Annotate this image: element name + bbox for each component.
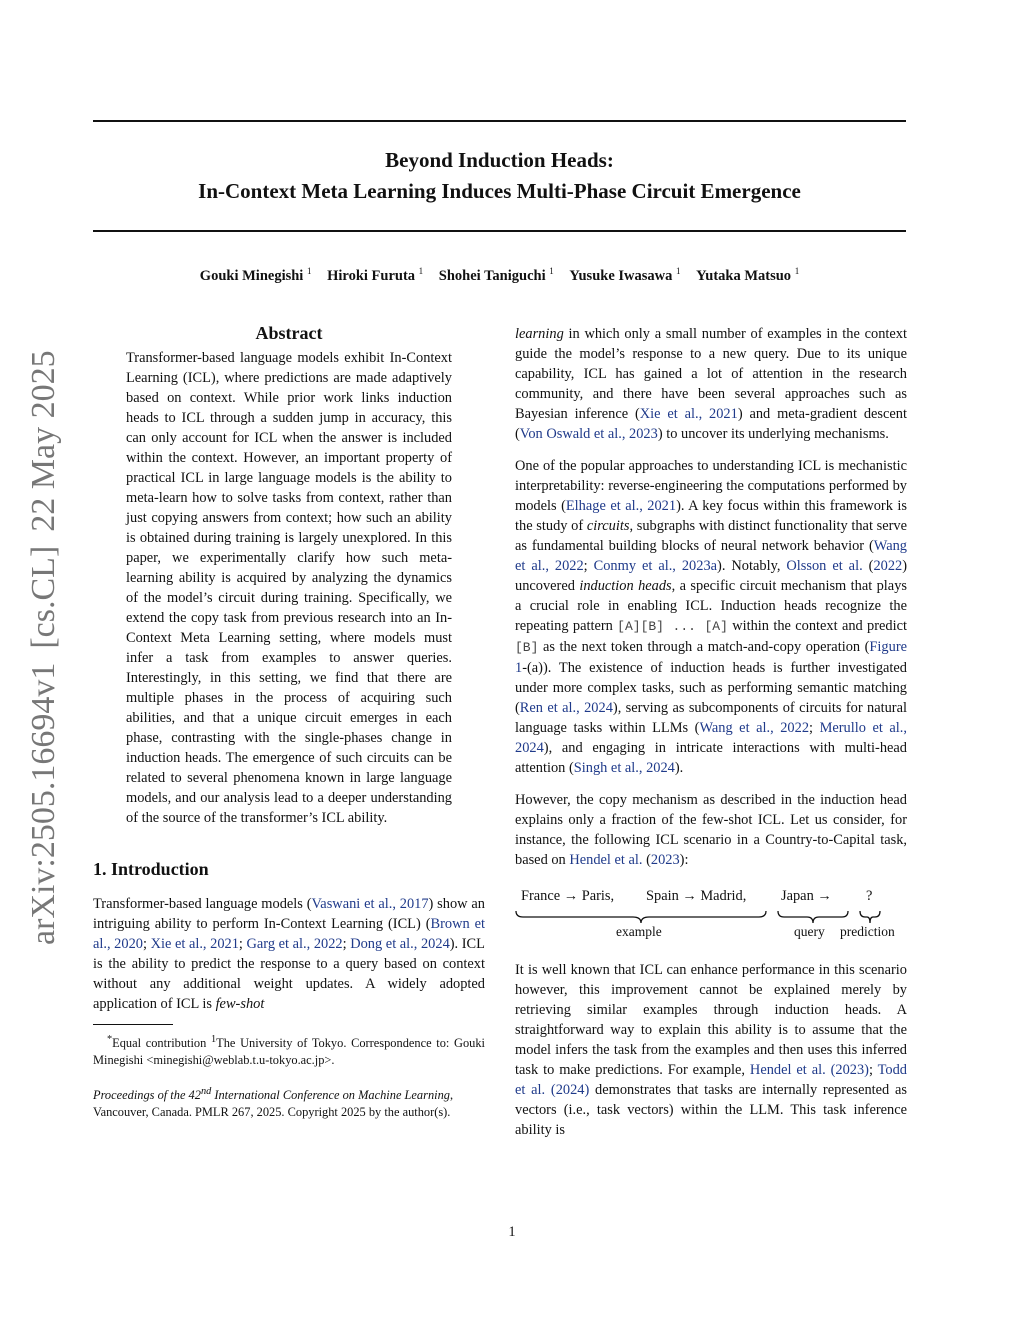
label-example: example: [616, 924, 662, 939]
arxiv-category: [cs.CL]: [25, 545, 62, 649]
citation-link[interactable]: Olsson et al.: [786, 558, 863, 574]
arxiv-side-stamp: [18, 335, 70, 945]
citation-link[interactable]: Wang et al., 2022: [515, 538, 907, 574]
author-list: [93, 266, 906, 285]
introduction-heading: 1. Introduction: [93, 859, 209, 879]
label-prediction: prediction: [840, 924, 895, 939]
footnote-rule: [93, 1024, 173, 1025]
citation-link[interactable]: Xie et al., 2021: [150, 936, 239, 952]
query-brace-icon: [777, 910, 849, 924]
abstract-body: Transformer-based language models exhibit In-Context Learning (ICL), where predictions are made adaptively based on context. While prior work links induction heads to ICL through a sudden jump in accuracy, this can only account for ICL when the answer is included within the context. However, an important property of practical ICL in large language models is the ability to meta-learn how to solve tasks from context, rather than just copying answers from context; how such an ability is obtained during training is largely unexplored. In this paper, we experimentally clarify how such meta-learning ability is acquired by analyzing the dynamics of the model’s circuit during training. Specifically, we extend the copy task from previous research into an In-Context Meta Learning setting, where models must infer a task from examples to answer queries. Interestingly, in this setting, we find that there are multiple phases in the process of acquiring such abilities, and that a unique circuit emerges in each phase, contrasting with the single-phases change in induction heads. The emergence of such circuits can be related to several phenomena known in large language models, and our analysis lead to a deeper understanding of the source of the transformer’s ICL ability.: [126, 350, 452, 826]
prediction-brace-icon: [859, 910, 881, 924]
example-brace-icon: [515, 910, 767, 924]
citation-link[interactable]: Hendel et al.: [569, 852, 643, 868]
footnote: *Equal contribution $^1$The University of Tokyo. Correspondence to: Gouki Minegishi <minegishi@weblab.t.u-tokyo.ac.jp>.: [93, 1034, 485, 1068]
arxiv-id: arXiv:2505.16694v1: [25, 662, 62, 945]
author: Gouki Minegishi $^1$: [199, 266, 312, 284]
citation-link[interactable]: Brown et al., 2020: [93, 916, 485, 952]
author: Yusuke Iwasawa $^1$: [569, 266, 681, 284]
example-pair-1: France → Paris,: [521, 888, 615, 904]
citation-link[interactable]: Von Oswald et al., 2023: [519, 426, 658, 442]
arxiv-date: 22 May 2025: [25, 350, 62, 532]
proceedings-note: Proceedings of the 42nd International Conference on Machine Learning, Vancouver, Canada. PMLR 267, 2025. Copyright 2025 by the author(s).: [93, 1086, 454, 1120]
citation-link[interactable]: Xie et al., 2021: [639, 406, 738, 422]
citation-link[interactable]: Merullo et al., 2024: [515, 720, 907, 756]
citation-link[interactable]: Hendel et al. (2023): [749, 1062, 869, 1078]
right-paragraph-3: However, the copy mechanism as described in the induction head explains only a fraction of the few-shot ICL. Let us consider, for instance, the following ICL scenario in a Country-to-Capital task, based on Hendel et al. (2023):: [515, 792, 907, 868]
right-paragraph-1: learning in which only a small number of examples in the context guide the model’s response to a new query. Due to its unique capability, ICL has gained a lot of attention in the research community, and there have been several approaches such as Bayesian inference (Xie et al., 2021) and meta-gradient descent (Von Oswald et al., 2023) to uncover its underlying mechanisms.: [515, 326, 907, 442]
title-line-1: Beyond Induction Heads:: [385, 148, 614, 172]
citation-link[interactable]: Garg et al., 2022: [246, 936, 343, 952]
paper-title: [93, 145, 906, 207]
citation-link[interactable]: Ren et al., 2024: [519, 700, 613, 716]
footnote-block: [93, 1024, 485, 1121]
abstract-heading: Abstract: [255, 323, 323, 343]
author: Yutaka Matsuo $^1$: [696, 266, 800, 284]
citation-link[interactable]: Dong et al., 2024: [350, 936, 450, 952]
figure-link[interactable]: Figure 1: [515, 639, 907, 676]
left-column: [93, 320, 485, 1121]
code-pattern: [A][B] ... [A]: [617, 619, 728, 634]
citation-link[interactable]: Wang et al., 2022: [699, 720, 810, 736]
label-query: query: [794, 924, 825, 939]
citation-link[interactable]: 2022: [873, 558, 903, 574]
author: Hiroki Furuta $^1$: [327, 266, 424, 284]
citation-link[interactable]: Singh et al., 2024: [573, 760, 675, 776]
title-line-2: In-Context Meta Learning Induces Multi-Phase Circuit Emergence: [198, 179, 801, 203]
page-number: 1: [508, 1224, 516, 1240]
intro-paragraph: Transformer-based language models (Vaswani et al., 2017) show an intriguing ability to perform In-Context Learning (ICL) (Brown et al., 2020; Xie et al., 2021; Garg et al., 2022; Dong et al., 2024). ICL is the ability to predict the response to a query based on context without any additional weight updates. A widely adopted application of ICL is few-shot: [93, 896, 485, 1012]
citation-link[interactable]: Conmy et al., 2023a: [593, 558, 718, 574]
citation-link[interactable]: Todd et al. (2024): [515, 1062, 907, 1098]
citation-link[interactable]: Vaswani et al., 2017: [311, 896, 429, 912]
icl-example-figure: [515, 884, 907, 946]
citation-link[interactable]: 2023: [650, 852, 680, 868]
author: Shohei Taniguchi $^1$: [438, 266, 554, 284]
bottom-rule: [93, 230, 906, 232]
code-token: [B]: [515, 640, 539, 655]
right-paragraph-2: One of the popular approaches to understanding ICL is mechanistic interpretability: reverse-engineering the computations performed by models (Elhage et al., 2021). A key focus within this framework is the study of circuits, subgraphs with distinct functionality that serve as fundamental building blocks of neural network behavior (Wang et al., 2022; Conmy et al., 2023a). Notably, Olsson et al. (2022) uncovered induction heads, a specific circuit mechanism that plays a crucial role in enabling ICL. Induction heads recognize the repeating pattern [A][B] ... [A] within the context and predict [B] as the next token through a match-and-copy operation (Figure 1-(a)). The existence of induction heads is further investigated under more complex tasks, such as performing semantic matching (Ren et al., 2024), serving as subcomponents of circuits for natural language tasks within LLMs (Wang et al., 2022; Merullo et al., 2024), and engaging in intricate interactions with multi-head attention (Singh et al., 2024).: [515, 458, 908, 776]
top-rule: [93, 120, 906, 122]
example-pair-2: Spain → Madrid,: [646, 888, 747, 904]
right-column: [515, 320, 907, 1140]
citation-link[interactable]: Elhage et al., 2021: [565, 498, 677, 514]
right-paragraph-4: It is well known that ICL can enhance performance in this scenario however, this improvement cannot be explained merely by retrieving similar examples through induction heads. A straightforward way to explain this ability is to assume that the model infers the task from the examples and then uses this inferred task to make predictions. For example, Hendel et al. (2023); Todd et al. (2024) demonstrates that tasks are internally represented as vectors (i.e., task vectors) within the LLM. This task inference ability is: [515, 962, 907, 1138]
query-text: Japan →: [781, 888, 832, 904]
prediction-mark: ?: [866, 888, 873, 904]
